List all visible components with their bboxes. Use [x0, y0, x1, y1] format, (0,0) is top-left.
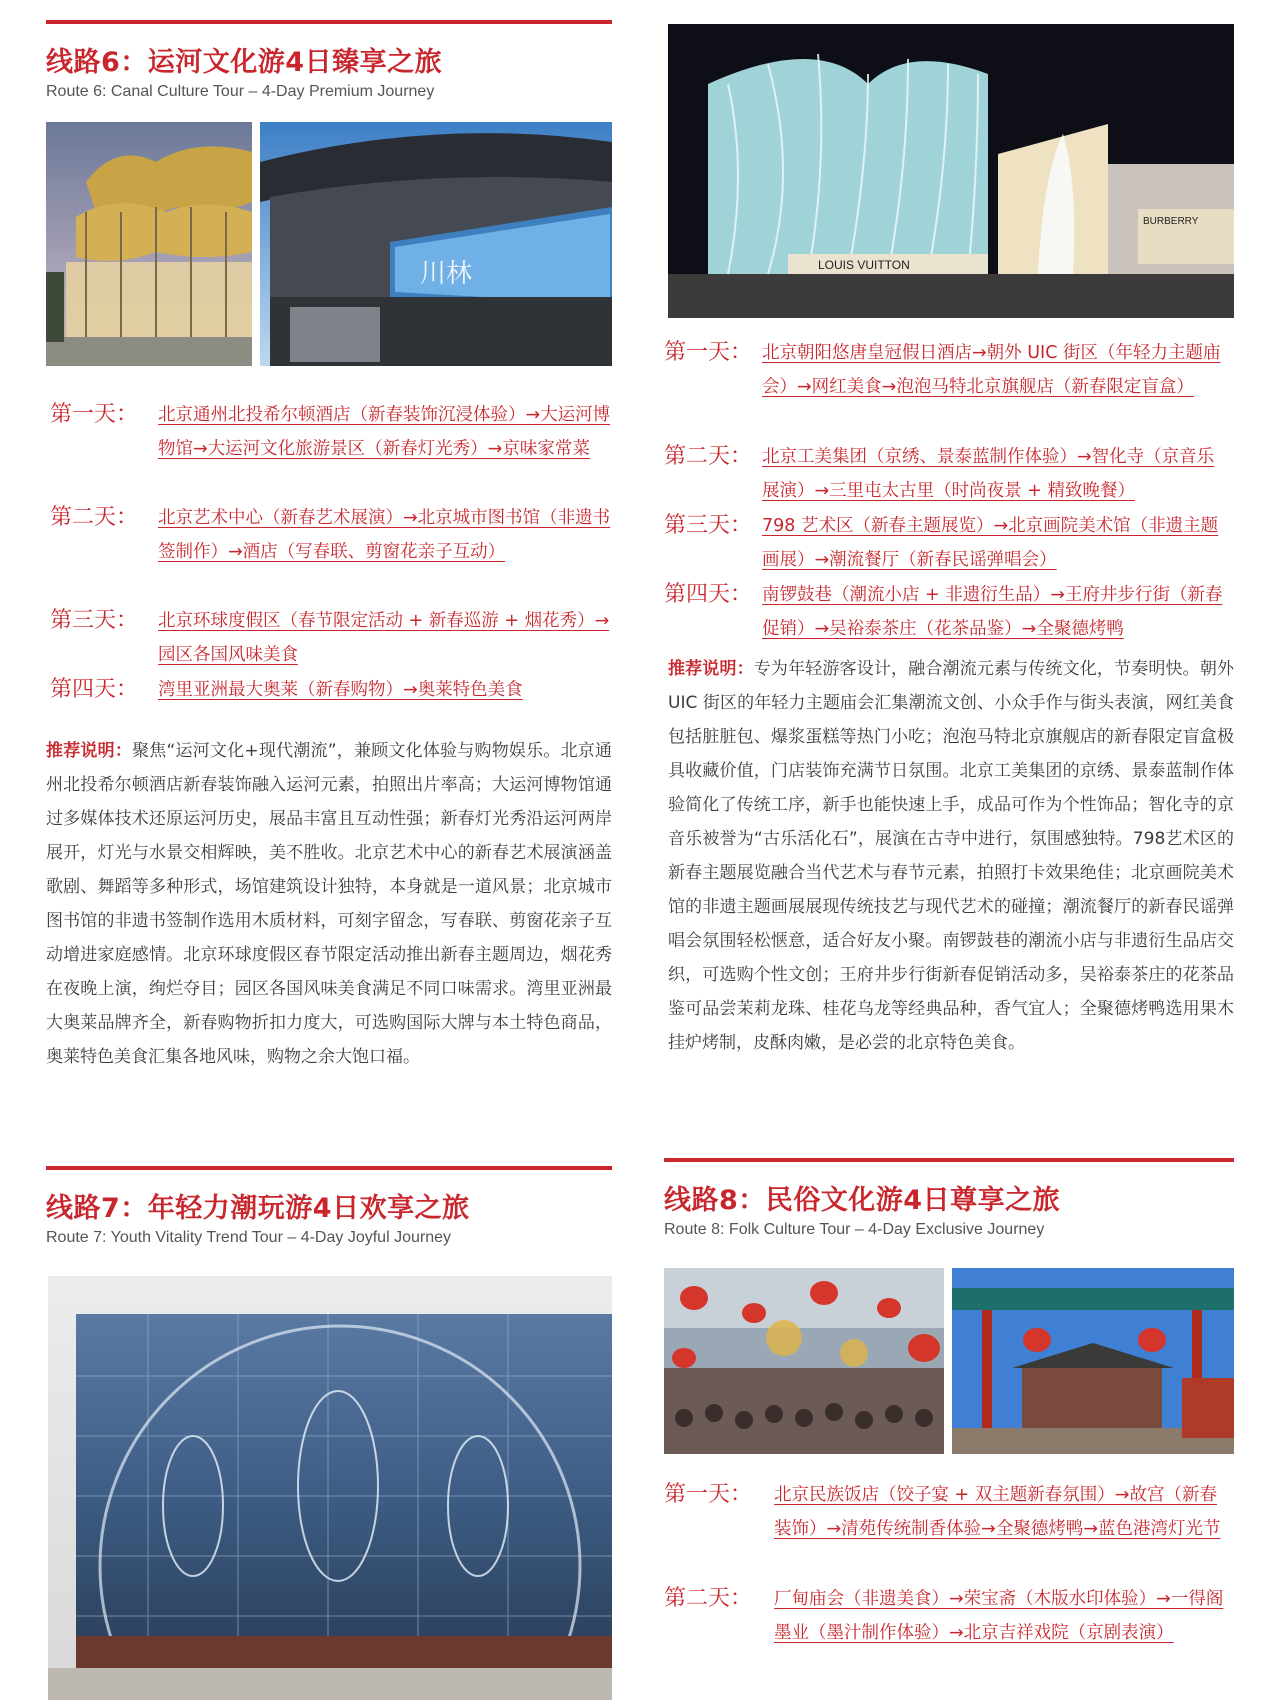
route7-day-1: [664, 336, 1234, 438]
route6-recommendation: [46, 734, 612, 1074]
route6-day-2: [50, 501, 612, 603]
route6-day-3: [50, 604, 612, 672]
route6-day-4: [50, 673, 612, 707]
day-itinerary[interactable]: 北京民族饭店（饺子宴 + 双主题新春氛围）→故宫（新春装饰）→清苑传统制香体验→全聚德烤鸭→蓝色港湾灯光节: [774, 1485, 1221, 1539]
day-label: 第四天：: [50, 677, 139, 702]
day-itinerary[interactable]: 北京艺术中心（新春艺术展演）→北京城市图书馆（非遗书签制作）→酒店（写春联、剪窗花亲子互动）: [158, 508, 611, 562]
day-label: 第二天：: [664, 1586, 753, 1611]
day-itinerary[interactable]: 798 艺术区（新春主题展览）→北京画院美术馆（非遗主题画展）→潮流餐厅（新春民谣弹唱会）: [762, 516, 1219, 570]
recommendation-text: 聚焦“运河文化+现代潮流”，兼顾文化体验与购物娱乐。北京通州北投希尔顿酒店新春装饰融入运河元素，拍照出片率高；大运河博物馆通过多媒体技术还原运河历史，展品丰富且互动性强；新春灯光秀沿运河两岸展开，灯光与水景交相辉映，美不胜收。北京艺术中心的新春艺术展演涵盖歌剧、舞蹈等多种形式，场馆建筑设计独特，本身就是一道风景；北京城市图书馆的非遗书签制作选用木质材料，可刻字留念，写春联、剪窗花亲子互动增进家庭感情。北京环球度假区春节限定活动推出新春主题周边，烟花秀在夜晚上演，绚烂夺目；园区各国风味美食满足不同口味需求。湾里亚洲最大奥莱品牌齐全，新春购物折扣力度大，可选购国际大牌与本土特色商品，奥莱特色美食汇集各地风味，购物之余大饱口福。: [46, 741, 613, 1067]
route6-photo-art-center: [260, 122, 612, 366]
route6-photo-library: [46, 122, 252, 366]
lv-sign-text: LOUIS VUITTON: [818, 258, 910, 272]
day-itinerary[interactable]: 北京朝阳悠唐皇冠假日酒店→朝外 UIC 街区（年轻力主题庙会）→网红美食→泡泡马特北京旗舰店（新春限定盲盒）: [762, 343, 1221, 397]
day-label: 第一天：: [50, 402, 139, 427]
day-label: 第一天：: [664, 340, 753, 365]
route6-section: [46, 20, 612, 102]
route8-top-rule: [664, 1158, 1234, 1162]
route8-day-2: [664, 1582, 1234, 1684]
route6-title: 线路6：运河文化游4日臻享之旅: [46, 47, 443, 78]
route7-photo-lv-store: [668, 24, 1234, 318]
day-itinerary[interactable]: 北京通州北投希尔顿酒店（新春装饰沉浸体验）→大运河博物馆→大运河文化旅游景区（新春灯光秀）→京味家常菜: [158, 405, 611, 459]
route8-section: [664, 1158, 1234, 1240]
day-label: 第一天：: [664, 1482, 753, 1507]
route8-photo-lantern-street: [664, 1268, 944, 1454]
day-label: 第四天：: [664, 582, 753, 607]
day-itinerary[interactable]: 湾里亚洲最大奥莱（新春购物）→奥莱特色美食: [158, 680, 523, 700]
day-label: 第三天：: [664, 513, 753, 538]
route6-top-rule: [46, 20, 612, 24]
day-label: 第三天：: [50, 608, 139, 633]
route7-day-4: [664, 578, 1234, 646]
route7-photo-glass-building: [48, 1276, 612, 1700]
route7-subtitle: Route 7: Youth Vitality Trend Tour – 4-Day Joyful Journey: [46, 1229, 451, 1246]
route7-day-3: [664, 509, 1234, 577]
route7-day-2: [664, 440, 1234, 508]
route7-recommendation: [668, 652, 1234, 1060]
day-itinerary[interactable]: 南锣鼓巷（潮流小店 + 非遗衍生品）→王府井步行街（新春促销）→吴裕泰茶庄（花茶品鉴）→全聚德烤鸭: [762, 585, 1223, 639]
day-itinerary[interactable]: 北京环球度假区（春节限定活动 + 新春巡游 + 烟花秀）→园区各国风味美食: [158, 611, 610, 665]
route8-photo-qianmen-gate: [952, 1268, 1234, 1454]
day-label: 第二天：: [50, 505, 139, 530]
day-itinerary[interactable]: 厂甸庙会（非遗美食）→荣宝斋（木版水印体验）→一得阁墨业（墨汁制作体验）→北京吉祥戏院（京剧表演）: [774, 1589, 1224, 1643]
route8-title: 线路8：民俗文化游4日尊享之旅: [664, 1185, 1061, 1216]
route8-day-1: [664, 1478, 1234, 1580]
recommendation-text: 专为年轻游客设计，融合潮流元素与传统文化，节奏明快。朝外 UIC 街区的年轻力主题庙会汇集潮流文创、小众手作与街头表演，网红美食包括脏脏包、爆浆蛋糕等热门小吃；泡泡马特北京旗舰店的新春限定盲盒极具收藏价值，门店装饰充满节日氛围。北京工美集团的京绣、景泰蓝制作体验简化了传统工序，新手也能快速上手，成品可作为个性饰品；智化寺的京音乐被誉为“古乐活化石”，展演在古寺中进行，氛围感独特。798艺术区的新春主题展览融合当代艺术与春节元素，拍照打卡效果绝佳；北京画院美术馆的非遗主题画展展现传统技艺与现代艺术的碰撞；潮流餐厅的新春民谣弹唱会氛围轻松惬意，适合好友小聚。南锣鼓巷的潮流小店与非遗衍生品店交织，可选购个性文创；王府井步行街新春促销活动多，吴裕泰茶庄的花茶品鉴可品尝茉莉龙珠、桂花乌龙等经典品种，香气宜人；全聚德烤鸭选用果木挂炉烤制，皮酥肉嫩，是必尝的北京特色美食。: [668, 659, 1234, 1053]
route8-subtitle: Route 8: Folk Culture Tour – 4-Day Exclusive Journey: [664, 1221, 1045, 1238]
route6-subtitle: Route 6: Canal Culture Tour – 4-Day Premium Journey: [46, 83, 435, 100]
route6-day-1: [50, 398, 612, 500]
burberry-sign-text: BURBERRY: [1143, 216, 1199, 227]
day-itinerary[interactable]: 北京工美集团（京绣、景泰蓝制作体验）→智化寺（京音乐展演）→三里屯太古里（时尚夜景 + 精致晚餐）: [762, 447, 1215, 501]
route7-top-rule: [46, 1166, 612, 1170]
route7-title: 线路7：年轻力潮玩游4日欢享之旅: [46, 1193, 470, 1224]
day-label: 第二天：: [664, 444, 753, 469]
recommendation-label: 推荐说明：: [46, 741, 133, 761]
billboard-text: 川林: [420, 259, 473, 289]
route7-section: [46, 1166, 612, 1248]
recommendation-label: 推荐说明：: [668, 659, 754, 679]
